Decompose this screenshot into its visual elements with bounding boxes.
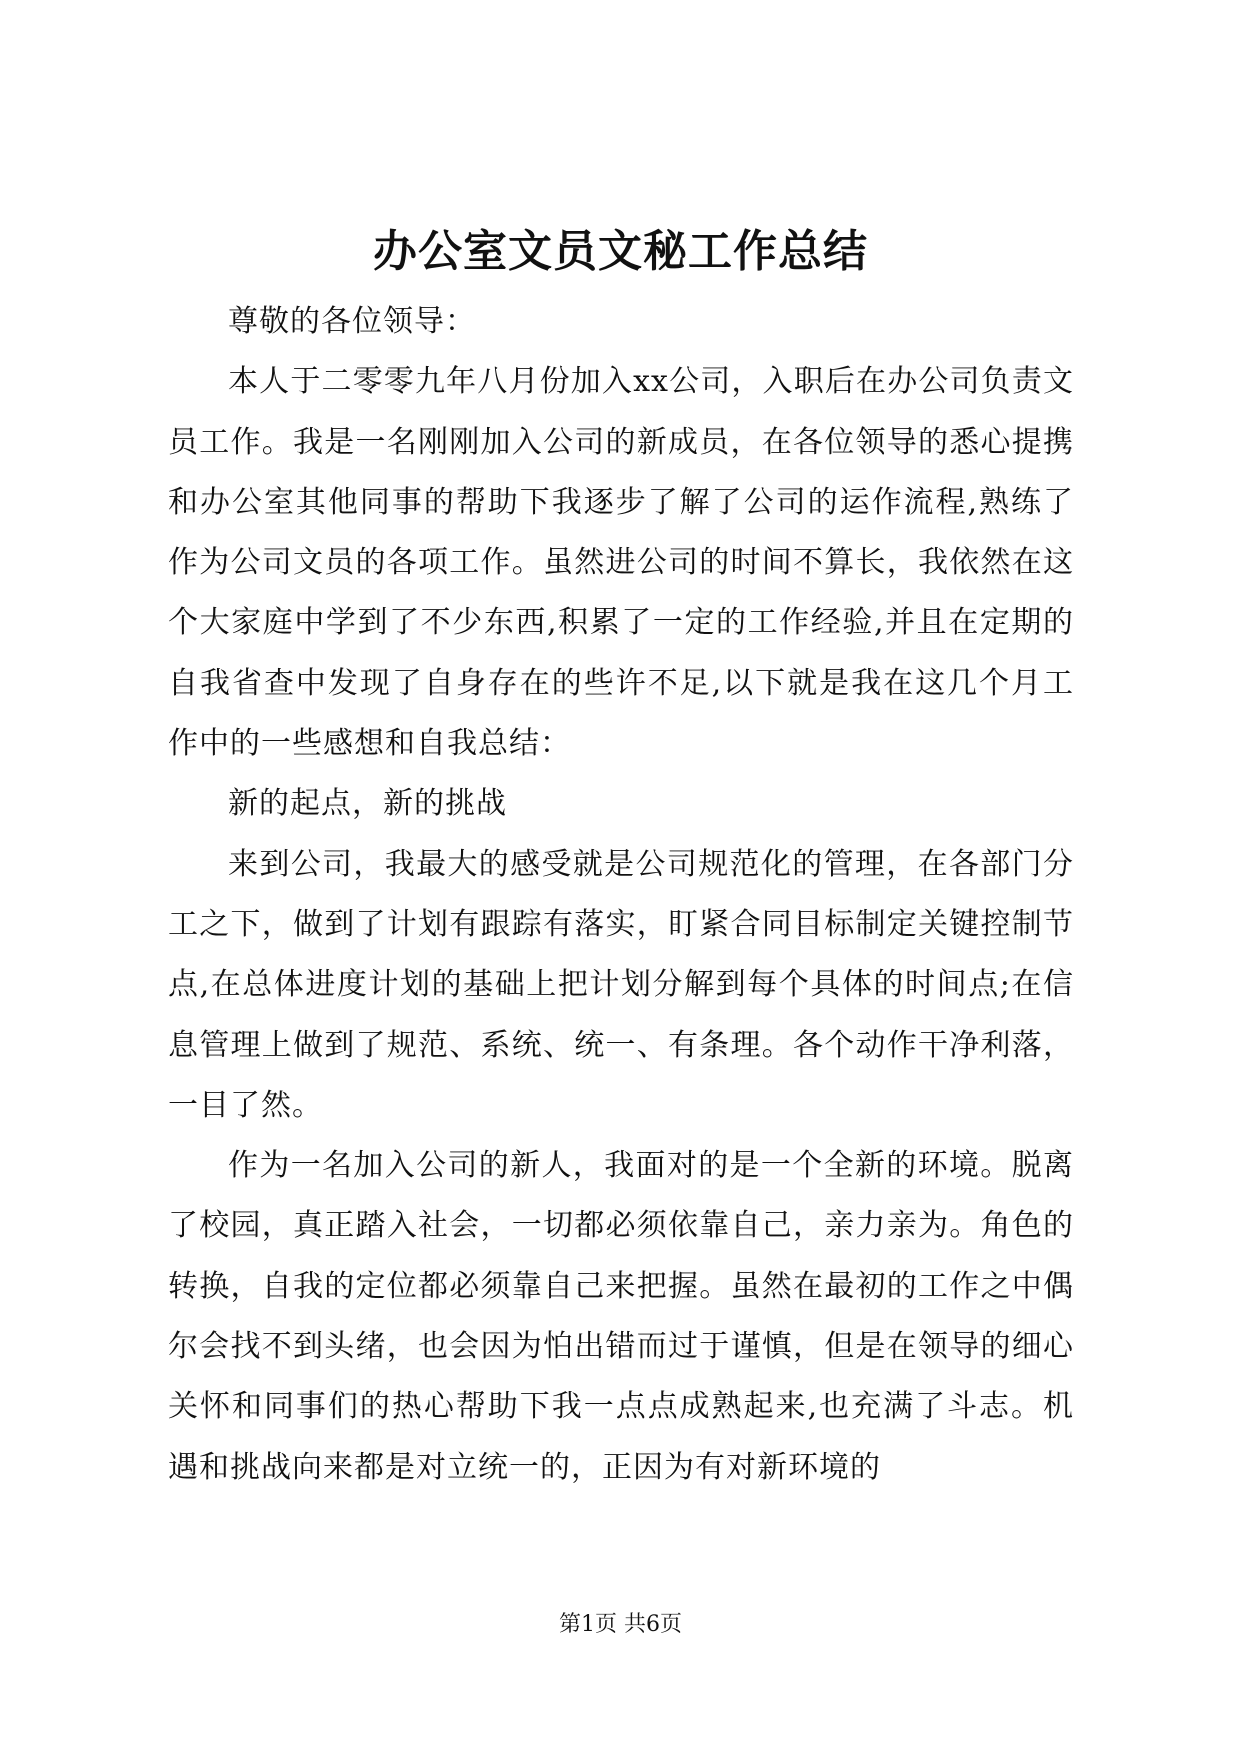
salutation: 尊敬的各位领导： (228, 304, 476, 339)
document-body (168, 292, 1074, 1498)
paragraph-intro: 本人于二零零九年八月份加入xx公司，入职后在办公司负责文员工作。我是一名刚刚加入公司的新成员，在各位领导的悉心提携和办公室其他同事的帮助下我逐步了解了公司的运作流程,熟练了作为公司文员的各项工作。虽然进公司的时间不算长，我依然在这个大家庭中学到了不少东西,积累了一定的工作经验,并且在定期的自我省查中发现了自身存在的些许不足,以下就是我在这几个月工作中的一些感想和自我总结： (168, 364, 1074, 762)
page-number-footer: 第1页 共6页 (559, 1612, 682, 1637)
paragraph-management: 来到公司，我最大的感受就是公司规范化的管理，在各部门分工之下，做到了计划有跟踪有落实，盯紧合同目标制定关键控制节点,在总体进度计划的基础上把计划分解到每个具体的时间点;在信息管理上做到了规范、系统、统一、有条理。各个动作干净利落，一目了然。 (168, 846, 1074, 1123)
document-title: 办公室文员文秘工作总结 (373, 226, 868, 277)
paragraph-new-environment: 作为一名加入公司的新人，我面对的是一个全新的环境。脱离了校园，真正踏入社会，一切都必须依靠自己，亲力亲为。角色的转换，自我的定位都必须靠自己来把握。虽然在最初的工作之中偶尔会找不到头绪，也会因为怕出错而过于谨慎，但是在领导的细心关怀和同事们的热心帮助下我一点点成熟起来,也充满了斗志。机遇和挑战向来都是对立统一的，正因为有对新环境的 (168, 1148, 1074, 1485)
section-heading: 新的起点，新的挑战 (228, 786, 507, 822)
